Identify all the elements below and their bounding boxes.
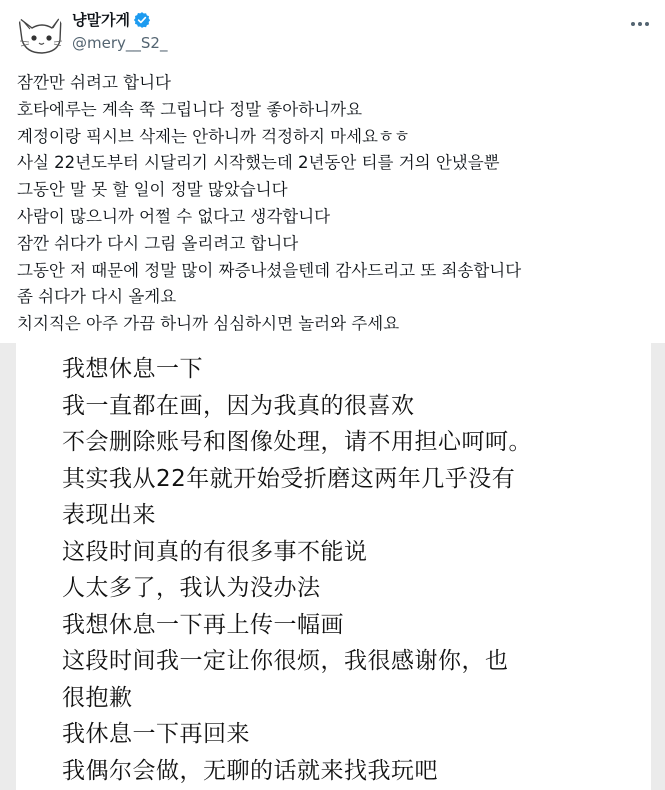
- translation-line: 我想休息一下: [62, 356, 203, 382]
- translation-line: 其实我从22年就开始受折磨这两年几乎没有: [62, 465, 516, 492]
- more-options-button[interactable]: [626, 14, 654, 34]
- author-handle[interactable]: @mery__S2_: [72, 34, 168, 52]
- author-name-row[interactable]: [72, 10, 151, 30]
- translation-line: 我一直都在画，因为我真的很喜欢: [62, 392, 415, 419]
- tweet-text: [17, 70, 647, 338]
- translation-line: 表现出来: [62, 502, 156, 528]
- translation-line: 这段时间我一定让你很烦，我很感谢你，也: [62, 648, 509, 674]
- translation-line: 很抱歉: [62, 684, 133, 711]
- tweet-line: 그동안 말 못 할 일이 정말 많았습니다: [17, 180, 288, 200]
- cat-sketch-avatar-icon: [16, 10, 64, 58]
- tweet-line: 사실 22년도부터 시달리기 시작했는데 2년동안 티를 거의 안냈을뿐: [17, 153, 500, 173]
- media-attachment[interactable]: [0, 343, 665, 790]
- more-horizontal-icon: [631, 22, 635, 26]
- translation-text: [62, 351, 532, 789]
- tweet-line: 그동안 저 때문에 정말 많이 짜증나셨을텐데 감사드리고 또 죄송합니다: [17, 260, 522, 280]
- tweet-line: 호타에루는 계속 쭉 그립니다 정말 좋아하니까요: [17, 99, 363, 119]
- tweet-line: 사람이 많으니까 어쩔 수 없다고 생각합니다: [17, 206, 331, 226]
- avatar[interactable]: [16, 10, 64, 58]
- translation-line: 我想休息一下再上传一幅画: [62, 611, 344, 638]
- display-name[interactable]: 냥말가게: [72, 11, 130, 29]
- tweet-line: 잠깐 쉬다가 다시 그림 올리려고 합니다: [17, 233, 299, 253]
- translation-image[interactable]: [16, 343, 651, 790]
- translation-line: 我休息一下再回来: [62, 721, 250, 747]
- verified-badge-icon: [133, 11, 151, 29]
- tweet-line: 좀 쉬다가 다시 올게요: [17, 287, 177, 307]
- tweet-line: 치지직은 아주 가끔 하니까 심심하시면 놀러와 주세요: [17, 314, 400, 334]
- translation-line: 我偶尔会做，无聊的话就来找我玩吧: [62, 757, 438, 784]
- translation-line: 人太多了，我认为没办法: [62, 575, 321, 601]
- tweet-line: 계정이랑 픽시브 삭제는 안하니까 걱정하지 마세요ㅎㅎ: [17, 126, 410, 146]
- translation-line: 不会删除账号和图像处理，请不用担心呵呵。: [62, 429, 532, 455]
- tweet-line: 잠깐만 쉬려고 합니다: [17, 73, 171, 92]
- tweet-header: [0, 0, 665, 64]
- translation-line: 这段时间真的有很多事不能说: [62, 538, 368, 565]
